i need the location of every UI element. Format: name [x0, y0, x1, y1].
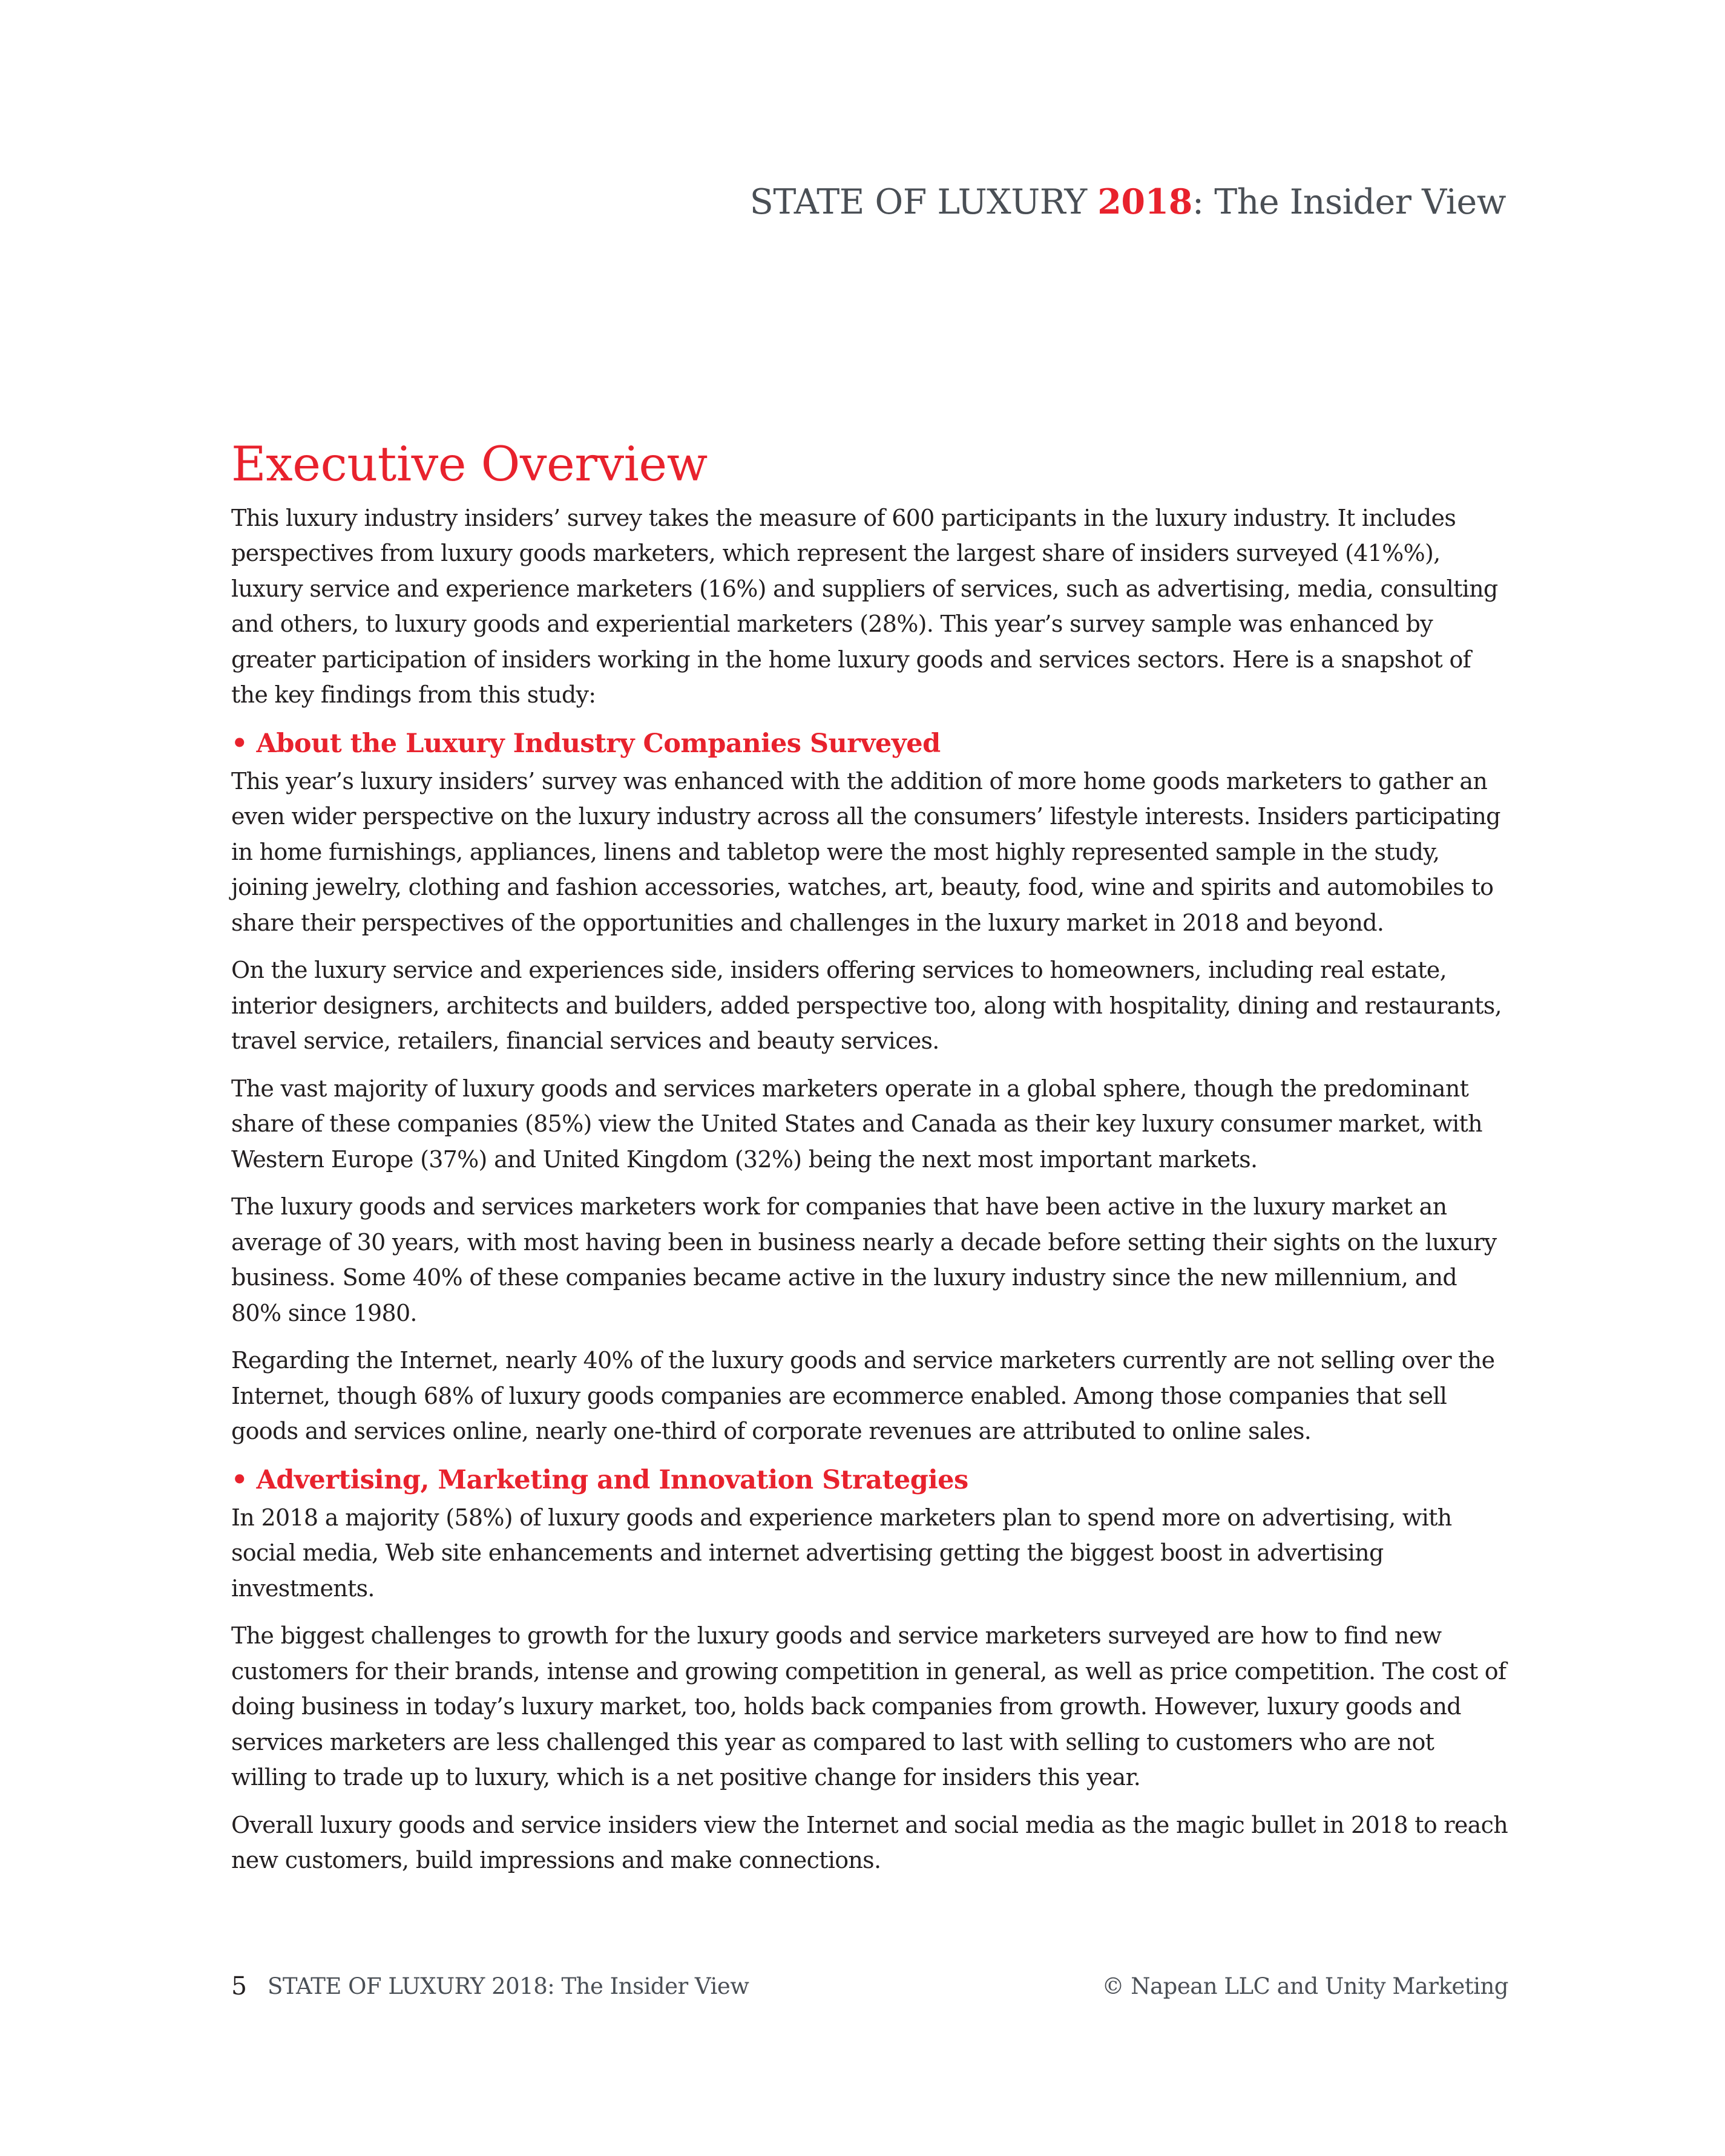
- paragraph: On the luxury service and experiences side, insiders offering services to homeowners, including real estate, interior designers, architects and builders, added perspective too, along with hospitality, dining and restaurants, travel service, retailers, financial services and beauty services.: [231, 957, 1502, 1055]
- footer-title: STATE OF LUXURY 2018: The Insider View: [268, 1973, 749, 1999]
- section-heading-companies-surveyed: • About the Luxury Industry Companies Surveyed: [231, 728, 941, 759]
- copyright-notice: © Napean LLC and Unity Marketing: [1102, 1973, 1508, 1999]
- running-header-prefix: STATE OF LUXURY: [749, 182, 1098, 222]
- paragraph: This year’s luxury insiders’ survey was enhanced with the addition of more home goods marketers to gather an even wider perspective on the luxury industry across all the consumers’ lifestyle interests. Insiders participating in home furnishings, appliances, linens and tabletop were the most highly represented sample in the study, joining jewelry, clothing and fashion accessories, watches, art, beauty, food, wine and spirits and automobiles to share their perspectives of the opportunities and challenges in the luxury market in 2018 and beyond.: [231, 767, 1500, 936]
- paragraph: Overall luxury goods and service insiders view the Internet and social media as the magic bullet in 2018 to reach new customers, build impressions and make connections.: [231, 1811, 1508, 1874]
- paragraph: The biggest challenges to growth for the luxury goods and service marketers surveyed are how to find new customers for their brands, intense and growing competition in general, as well as price competition. The cost of doing business in today’s luxury market, too, holds back companies from growth. However, luxury goods and services marketers are less challenged this year as compared to last with selling to customers who are not willing to trade up to luxury, which is a net positive change for insiders this year.: [231, 1622, 1506, 1791]
- page-title: Executive Overview: [231, 436, 708, 492]
- paragraph: Regarding the Internet, nearly 40% of the luxury goods and service marketers currently are not selling over the Internet, though 68% of luxury goods companies are ecommerce enabled. Among those companies that sell goods and services online, nearly one-third of corporate revenues are attributed to online sales.: [231, 1347, 1495, 1445]
- page-number: 5: [231, 1971, 247, 2000]
- intro-paragraph: This luxury industry insiders’ survey takes the measure of 600 participants in the luxury industry. It includes perspectives from luxury goods marketers, which represent the largest share of insiders surveyed (41%%), luxury service and experience marketers (16%) and suppliers of services, such as advertising, media, consulting and others, to luxury goods and experiential marketers (28%). This year’s survey sample was enhanced by greater participation of insiders working in the home luxury goods and services sectors. Here is a snapshot of the key findings from this study:: [231, 504, 1498, 709]
- main-content: [231, 437, 1508, 1890]
- running-header: [750, 182, 1506, 222]
- section-heading-advertising-strategies: • Advertising, Marketing and Innovation Strategies: [231, 1464, 968, 1495]
- paragraph: The vast majority of luxury goods and services marketers operate in a global sphere, though the predominant share of these companies (85%) view the United States and Canada as their key luxury consumer market, with Western Europe (37%) and United Kingdom (32%) being the next most important markets.: [231, 1075, 1482, 1173]
- running-header-suffix: : The Insider View: [1192, 182, 1506, 222]
- paragraph: The luxury goods and services marketers work for companies that have been active in the luxury market an average of 30 years, with most having been in business nearly a decade before setting their sights on the luxury business. Some 40% of these companies became active in the luxury industry since the new millennium, and 80% since 1980.: [231, 1193, 1497, 1326]
- paragraph: In 2018 a majority (58%) of luxury goods and experience marketers plan to spend more on advertising, with social media, Web site enhancements and internet advertising getting the biggest boost in advertising investments.: [231, 1504, 1452, 1602]
- page-footer: [231, 1971, 1508, 2008]
- running-header-year: 2018: [1097, 182, 1192, 222]
